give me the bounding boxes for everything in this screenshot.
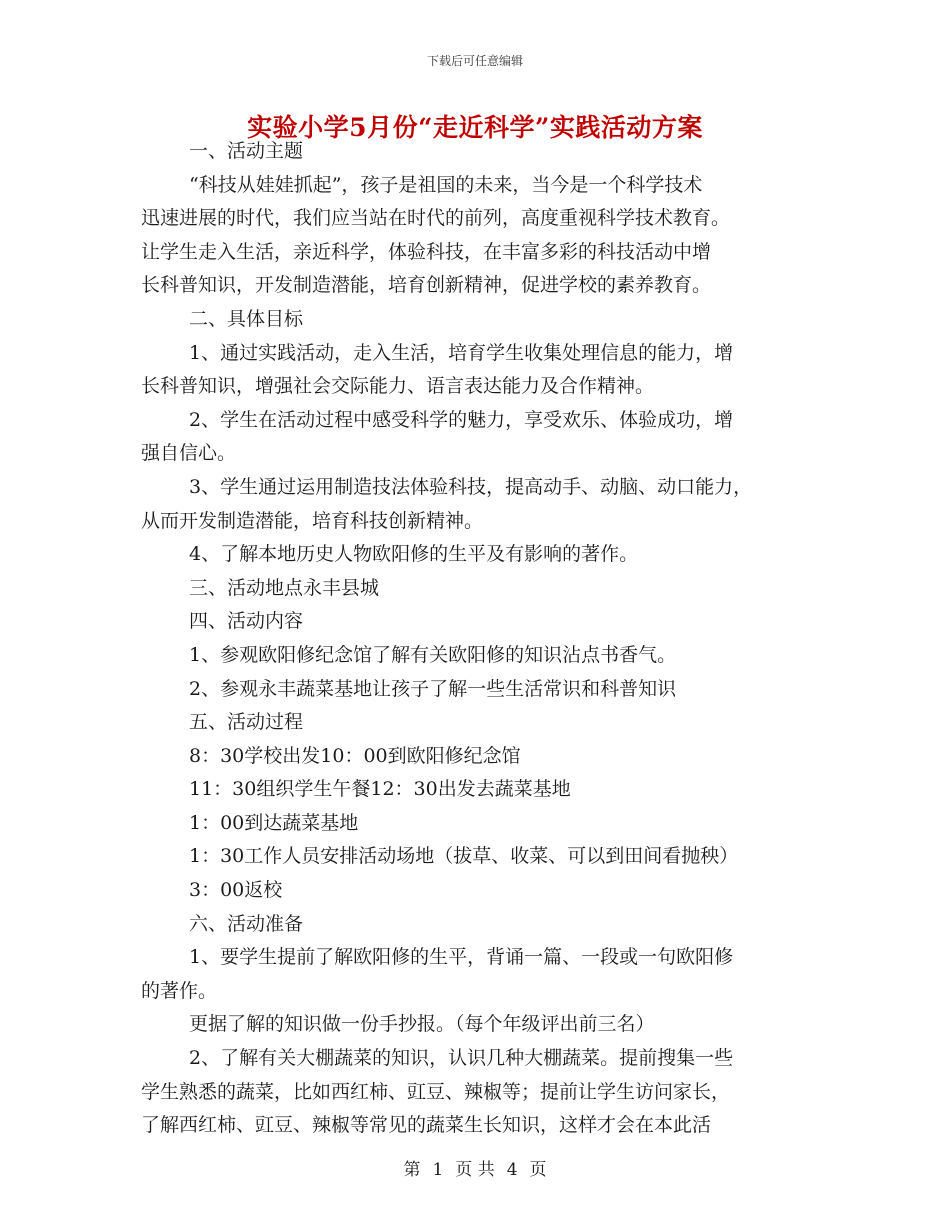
body-line: 3、学生通过运用制造技法体验科技，提高动手、动脑、动口能力， [189, 475, 753, 498]
body-line: 8：30学校出发10：00到欧阳修纪念馆 [189, 744, 521, 767]
body-line: 的著作。 [141, 979, 218, 1002]
body-line: 2、了解有关大棚蔬菜的知识，认识几种大棚蔬菜。提前搜集一些 [189, 1047, 734, 1070]
body-line: 1：30工作人员安排活动场地（拔草、收菜、可以到田间看抛秧） [189, 845, 739, 868]
body-line: 六、活动准备 [189, 912, 304, 935]
body-line: 11：30组织学生午餐12：30出发去蔬菜基地 [189, 778, 571, 801]
body-line: 长科普知识，开发制造潜能，培育创新精神，促进学校的素养教育。 [141, 274, 712, 297]
body-line: 2、参观永丰蔬菜基地让孩子了解一些生活常识和科普知识 [189, 677, 677, 700]
body-line: 迅速进展的时代，我们应当站在时代的前列，高度重视科学技术教育。 [141, 207, 731, 230]
footer-page-number: 1 [432, 1160, 444, 1180]
body-line: “科技从娃娃抓起”，孩子是祖国的未来，当今是一个科学技术 [189, 173, 703, 196]
body-line: 三、活动地点永丰县城 [189, 576, 380, 599]
body-line: 五、活动过程 [189, 711, 304, 734]
body-line: 1、通过实践活动，走入生活，培育学生收集处理信息的能力，增 [189, 341, 734, 364]
body-line: 2、学生在活动过程中感受科学的魅力，享受欢乐、体验成功，增 [189, 408, 734, 431]
body-line: 让学生走入生活，亲近科学，体验科技，在丰富多彩的科技活动中增 [141, 240, 712, 263]
body-line: 1、要学生提前了解欧阳修的生平，背诵一篇、一段或一句欧阳修 [189, 946, 734, 969]
page-footer [0, 1155, 950, 1180]
page-header: 下载后可任意编辑 [426, 54, 523, 68]
document-body [141, 135, 821, 1143]
footer-prefix: 第 [403, 1160, 421, 1180]
body-line: 长科普知识，增强社会交际能力、语言表达能力及合作精神。 [141, 375, 655, 398]
body-line: 1：00到达蔬菜基地 [189, 811, 359, 834]
body-line: 四、活动内容 [189, 610, 304, 633]
body-line: 3：00返校 [189, 879, 283, 902]
body-line: 4、了解本地历史人物欧阳修的生平及有影响的著作。 [189, 543, 639, 566]
body-line: 学生熟悉的蔬菜，比如西红柿、豇豆、辣椒等；提前让学生访问家长， [141, 1080, 731, 1103]
footer-mid: 页 共 [455, 1160, 495, 1180]
footer-suffix: 页 [529, 1160, 547, 1180]
body-line: 二、具体目标 [189, 307, 304, 330]
document-title: 实验小学5月份“走近科学”实践活动方案 [247, 113, 703, 142]
body-line: 强自信心。 [141, 442, 237, 465]
body-line: 一、活动主题 [189, 140, 304, 162]
body-line: 更据了解的知识做一份手抄报。（每个年级评出前三名） [189, 1013, 655, 1036]
body-line: 从而开发制造潜能，培育科技创新精神。 [141, 509, 484, 532]
body-line: 了解西红柿、豇豆、辣椒等常见的蔬菜生长知识，这样才会在本此活 [141, 1114, 712, 1137]
footer-total-pages: 4 [506, 1160, 518, 1180]
body-line: 1、参观欧阳修纪念馆了解有关欧阳修的知识沾点书香气。 [189, 643, 677, 666]
